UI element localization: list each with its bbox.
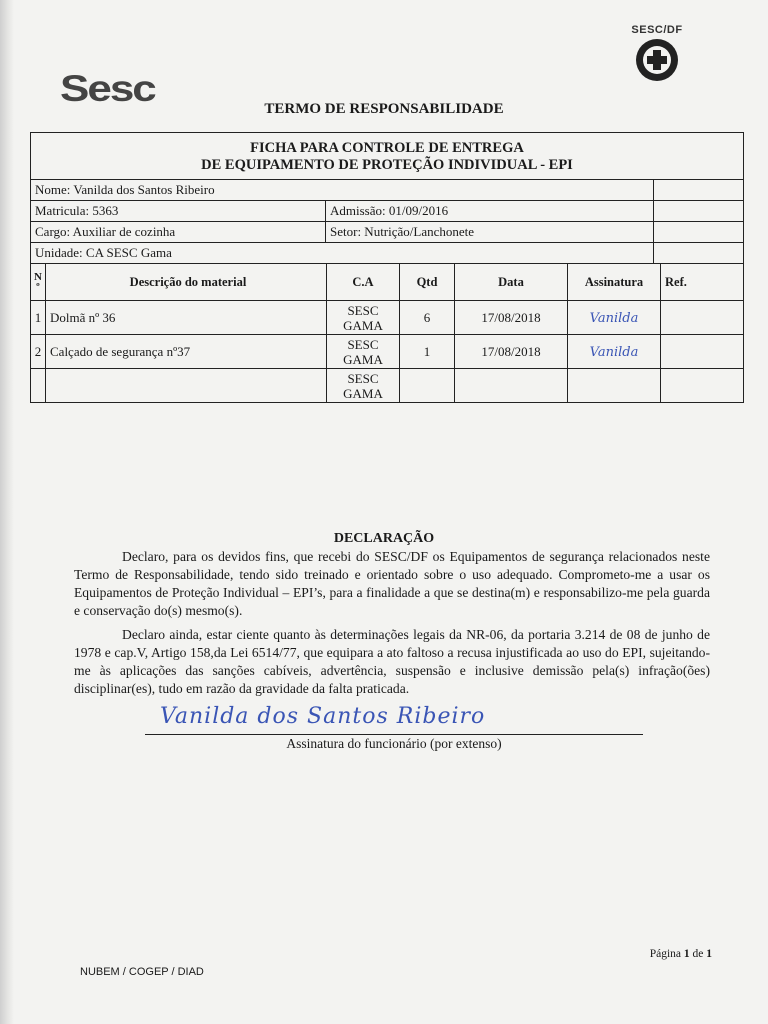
row-descricao (46, 369, 327, 403)
table-row (31, 369, 743, 403)
sheet-heading (31, 133, 743, 179)
row-ref (661, 335, 744, 369)
table-row (31, 301, 743, 335)
field-unidade: Unidade: CA SESC Gama (35, 245, 172, 260)
sheet-heading-line1: FICHA PARA CONTROLE DE ENTREGA (250, 140, 524, 156)
declaration-paragraph-1: Declaro, para os devidos fins, que recebi do SESC/DF os Equipamentos de segurança relacionados neste Termo de Responsabilidade, tendo sido treinado e orientado sobre o uso adequado. Comprometo-me a usar os Equipamentos de Proteção Individual – EPI’s, para a finalidade a que se destina(m) e responsabilizo-me pela guarda e conservação do(s) mesmo(s). (74, 549, 710, 618)
employee-handwritten-signature: Vanilda dos Santos Ribeiro (160, 704, 486, 729)
footer-department-code: NUBEM / COGEP / DIAD (80, 966, 204, 978)
row-descricao: Calçado de segurança nº37 (46, 335, 327, 369)
handwritten-signature: Vanilda (589, 310, 639, 326)
signature-line (145, 734, 643, 735)
row-data (455, 369, 568, 403)
row-ref (661, 369, 744, 403)
row-data: 17/08/2018 (455, 335, 568, 369)
field-row-unidade (31, 242, 743, 263)
col-assinatura: Assinatura (568, 264, 661, 301)
row-qtd: 6 (400, 301, 455, 335)
signature-caption: Assinatura do funcionário (por extenso) (286, 736, 502, 751)
field-setor: Setor: Nutrição/Lanchonete (330, 224, 475, 239)
declaration-title: DECLARAÇÃO (333, 531, 435, 546)
sesc-logo: Sesc (60, 67, 155, 110)
row-assinatura (568, 335, 661, 369)
badge-title: SESC/DF (631, 24, 683, 36)
field-row-matricula (31, 200, 743, 221)
row-number: 2 (31, 335, 46, 369)
cipa-seal-icon (635, 38, 679, 82)
row-data: 17/08/2018 (455, 301, 568, 335)
epi-control-sheet (30, 132, 744, 403)
handwritten-signature: Vanilda (589, 344, 639, 360)
table-row (31, 335, 743, 369)
sheet-heading-line2: DE EQUIPAMENTO DE PROTEÇÃO INDIVIDUAL - EPI (201, 157, 573, 173)
items-table (31, 263, 743, 402)
document-title: TERMO DE RESPONSABILIDADE (264, 101, 504, 117)
row-descricao: Dolmã nº 36 (46, 301, 327, 335)
declaration-paragraph-2: Declaro ainda, estar ciente quanto às determinações legais da NR-06, da portaria 3.214 de 08 de junho de 1978 e cap.V, Artigo 158,da Lei 6514/77, que equipara a ato faltoso a recusa injustificada ao uso do EPI, sujeitando-me às aplicações das sanções cabíveis, advertência, suspensão e inclusive demissão pela(s) infração(ões) disciplinar(es), tudo em razão da gravidade da falta praticada. (74, 627, 710, 696)
row-assinatura (568, 301, 661, 335)
row-qtd: 1 (400, 335, 455, 369)
row-number (31, 369, 46, 403)
field-row-nome (31, 179, 743, 200)
col-qtd: Qtd (400, 264, 455, 301)
page-number: Página 1 de 1 (649, 948, 712, 960)
field-cargo: Cargo: Auxiliar de cozinha (31, 222, 326, 242)
row-ca: SESC GAMA (327, 369, 400, 403)
field-matricula: Matricula: 5363 (31, 201, 326, 221)
sesc-df-badge (622, 24, 692, 94)
scan-edge (0, 0, 14, 1024)
col-n: N º (31, 264, 46, 301)
col-ref: Ref. (661, 264, 744, 301)
row-ca: SESC GAMA (327, 301, 400, 335)
col-data: Data (455, 264, 568, 301)
row-ca: SESC GAMA (327, 335, 400, 369)
col-ca: C.A (327, 264, 400, 301)
row-qtd (400, 369, 455, 403)
col-descricao: Descrição do material (46, 264, 327, 301)
row-number: 1 (31, 301, 46, 335)
field-nome: Nome: Vanilda dos Santos Ribeiro (35, 182, 215, 197)
field-admissao: Admissão: 01/09/2016 (330, 203, 449, 218)
items-header-row (31, 264, 743, 301)
row-assinatura (568, 369, 661, 403)
row-ref (661, 301, 744, 335)
field-row-cargo (31, 221, 743, 242)
